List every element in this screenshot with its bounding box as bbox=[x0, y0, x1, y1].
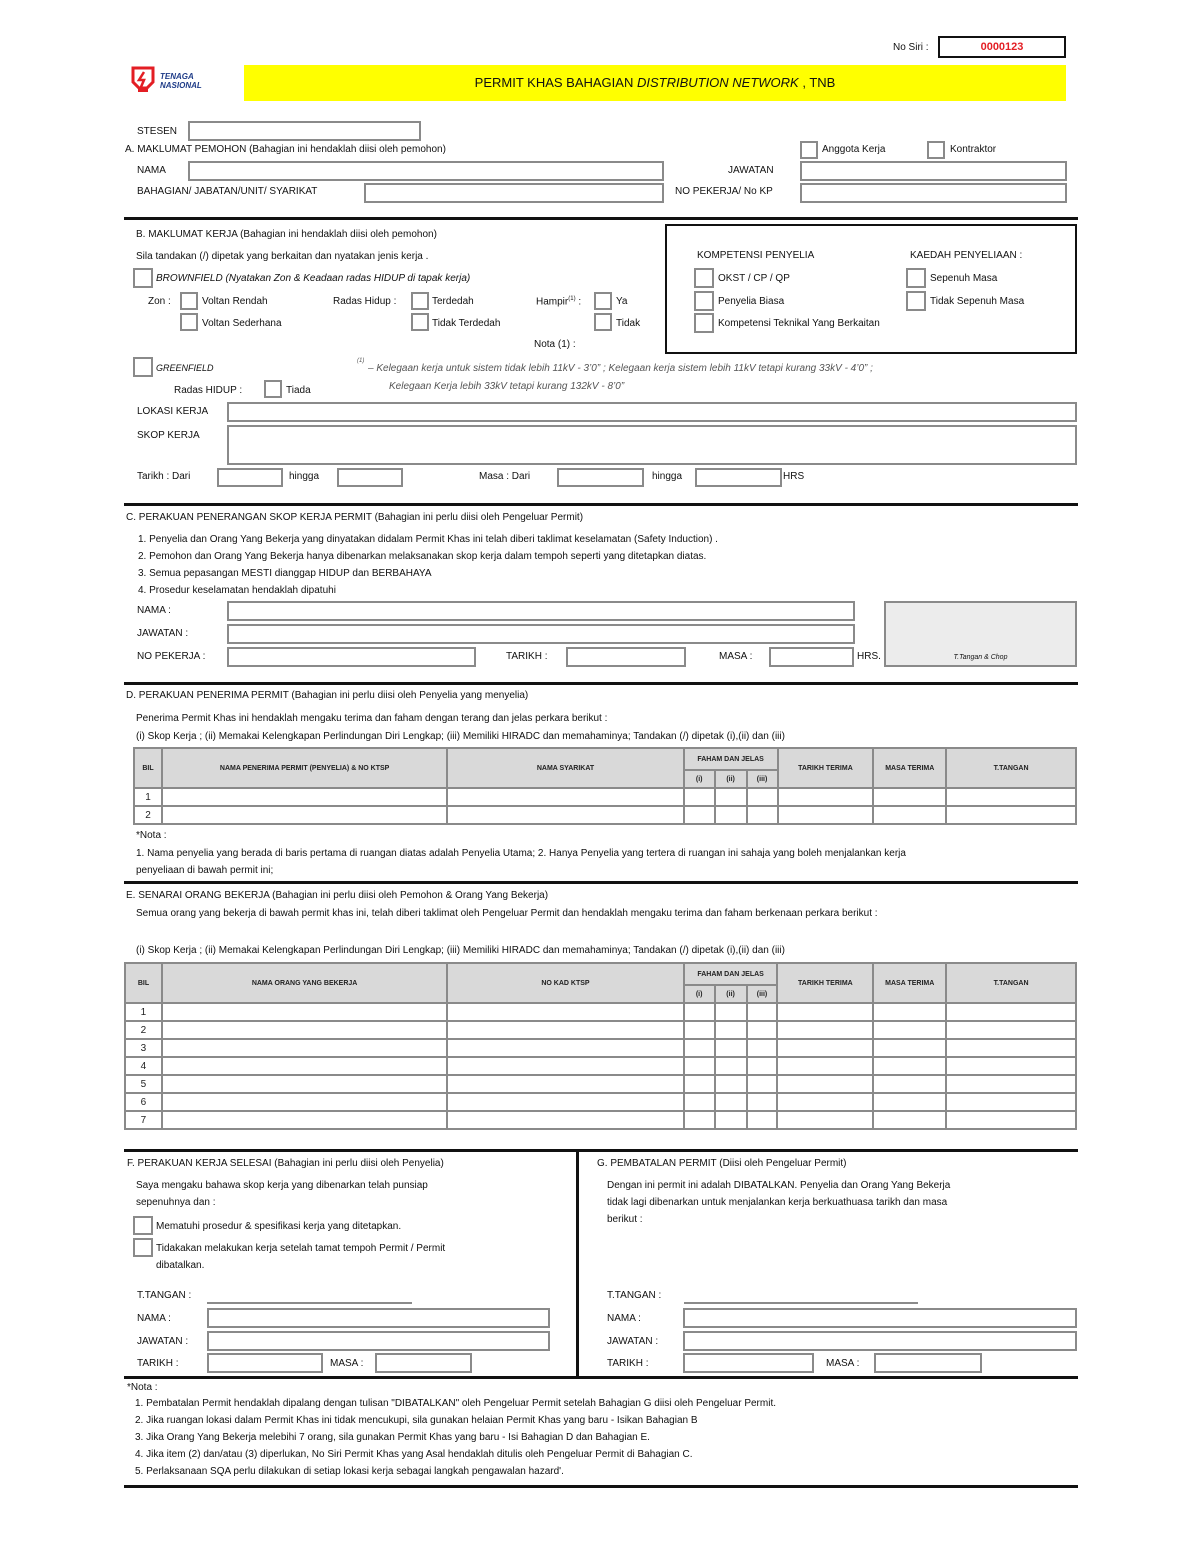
terdedah-label: Terdedah bbox=[432, 296, 474, 307]
cell-i[interactable] bbox=[684, 1093, 715, 1111]
f-intro-line2: sepenuhnya dan : bbox=[136, 1197, 216, 1208]
cell-ttangan[interactable] bbox=[946, 1093, 1076, 1111]
cell-iii[interactable] bbox=[747, 1003, 778, 1021]
header-nama: NAMA ORANG YANG BEKERJA bbox=[162, 963, 447, 1003]
cell-masa[interactable] bbox=[873, 806, 946, 824]
divider bbox=[124, 1485, 1078, 1488]
kontraktor-checkbox[interactable] bbox=[927, 141, 945, 159]
g-jawatan-field[interactable] bbox=[683, 1331, 1077, 1351]
f-tarikh-field[interactable] bbox=[207, 1353, 323, 1373]
cell-tarikh[interactable] bbox=[777, 1003, 873, 1021]
f-ttangan-label: T.TANGAN : bbox=[137, 1290, 192, 1301]
section-c-item: 1. Penyelia dan Orang Yang Bekerja yang dinyatakan didalam Permit Khas ini telah diberi taklimat keselamatan (Safety Induction) . bbox=[138, 534, 718, 545]
no-pekerja-input[interactable] bbox=[802, 185, 1065, 201]
cell-kad[interactable] bbox=[447, 1093, 683, 1111]
cell-nama[interactable] bbox=[162, 1021, 447, 1039]
brownfield-row bbox=[156, 273, 470, 284]
jawatan-field[interactable] bbox=[800, 161, 1067, 181]
footer-nota-title: *Nota : bbox=[127, 1382, 158, 1393]
f-check2-line1: Tidakakan melakukan kerja setelah tamat tempoh Permit / Permit bbox=[156, 1243, 446, 1254]
f-check1-checkbox[interactable] bbox=[133, 1216, 153, 1235]
g-signature-line[interactable] bbox=[684, 1302, 918, 1304]
brownfield-label: BROWNFIELD bbox=[156, 273, 223, 284]
radas-hidup-gf-label: Radas HIDUP : bbox=[174, 385, 243, 396]
no-siri-box[interactable] bbox=[938, 36, 1066, 58]
f-signature-line[interactable] bbox=[207, 1302, 412, 1304]
penerima-permit-table bbox=[133, 747, 1077, 825]
f-nama-input[interactable] bbox=[209, 1310, 548, 1326]
masa-hingga-input[interactable] bbox=[697, 470, 780, 485]
g-jawatan-label: JAWATAN : bbox=[607, 1336, 659, 1347]
header-tarikh: TARIKH TERIMA bbox=[777, 963, 873, 1003]
section-c-title: C. PERAKUAN PENERANGAN SKOP KERJA PERMIT (Bahagian ini perlu diisi oleh Pengeluar Permit) bbox=[126, 512, 584, 523]
f-masa-field[interactable] bbox=[375, 1353, 472, 1373]
divider bbox=[124, 1149, 1078, 1152]
cell-tarikh[interactable] bbox=[777, 1057, 873, 1075]
lokasi-kerja-label: LOKASI KERJA bbox=[137, 406, 209, 417]
row-number: 6 bbox=[125, 1093, 162, 1111]
jawatan-input[interactable] bbox=[802, 163, 1065, 179]
kontraktor-label: Kontraktor bbox=[950, 144, 997, 155]
header-syarikat: NAMA SYARIKAT bbox=[447, 748, 683, 788]
cell-i[interactable] bbox=[684, 1075, 715, 1093]
cell-masa[interactable] bbox=[873, 1111, 946, 1129]
cell-i[interactable] bbox=[684, 788, 715, 806]
footnote-sup: (1) bbox=[357, 358, 365, 364]
f-check2-checkbox[interactable] bbox=[133, 1238, 153, 1257]
tidak-checkbox[interactable] bbox=[594, 313, 612, 331]
row-number: 2 bbox=[134, 806, 162, 824]
g-tarikh-field[interactable] bbox=[683, 1353, 814, 1373]
cell-masa[interactable] bbox=[873, 788, 946, 806]
anggota-kerja-checkbox[interactable] bbox=[800, 141, 818, 159]
header-ttangan: T.TANGAN bbox=[946, 748, 1076, 788]
tarikh-dari-label: Tarikh : Dari bbox=[137, 471, 191, 482]
divider bbox=[124, 1376, 1078, 1379]
header-tarikh: TARIKH TERIMA bbox=[778, 748, 874, 788]
c-masa-input[interactable] bbox=[771, 649, 852, 665]
header-i: (i) bbox=[684, 770, 715, 788]
c-masa-label: MASA : bbox=[719, 651, 753, 662]
table-row bbox=[125, 1003, 1076, 1021]
masa-hingga-field[interactable] bbox=[695, 468, 782, 487]
footer-note: 4. Jika item (2) dan/atau (3) diperlukan, No Siri Permit Khas yang Asal hendaklah ditulis oleh Pengeluar Permit di Bahagian C. bbox=[135, 1449, 693, 1460]
bahagian-input[interactable] bbox=[366, 185, 662, 201]
cell-ii[interactable] bbox=[715, 806, 747, 824]
row-number: 5 bbox=[125, 1075, 162, 1093]
cell-ttangan[interactable] bbox=[946, 788, 1076, 806]
cell-ttangan[interactable] bbox=[946, 1003, 1076, 1021]
no-pekerja-label: NO PEKERJA/ No KP bbox=[675, 186, 773, 197]
cell-i[interactable] bbox=[684, 806, 715, 824]
cell-ttangan[interactable] bbox=[946, 1057, 1076, 1075]
cell-tarikh[interactable] bbox=[778, 806, 874, 824]
footer-note: 5. Perlaksanaan SQA perlu dilakukan di setiap lokasi kerja sebagai langkah pengawalan hazard'. bbox=[135, 1466, 564, 1477]
penyelia-biasa-label: Penyelia Biasa bbox=[718, 296, 785, 307]
sepenuh-masa-label: Sepenuh Masa bbox=[930, 273, 998, 284]
masa-dari-input[interactable] bbox=[559, 470, 642, 485]
cell-iii[interactable] bbox=[747, 1039, 778, 1057]
row-number: 3 bbox=[125, 1039, 162, 1057]
row-number: 1 bbox=[134, 788, 162, 806]
tiada-checkbox[interactable] bbox=[264, 380, 282, 398]
section-e-intro: Semua orang yang bekerja di bawah permit khas ini, telah diberi taklimat oleh Pengeluar Permit dan hendaklah mengaku terima dan faham berkenaan perkara berikut : bbox=[136, 908, 878, 919]
stesen-field[interactable] bbox=[188, 121, 421, 141]
divider bbox=[124, 881, 1078, 884]
cell-iii[interactable] bbox=[747, 1075, 778, 1093]
section-c-item: 2. Pemohon dan Orang Yang Bekerja hanya dibenarkan melaksanakan skop kerja dalam tempoh seperti yang ditetapkan diatas. bbox=[138, 551, 707, 562]
d-nota-title: *Nota : bbox=[136, 830, 167, 841]
header-bil: BIL bbox=[134, 748, 162, 788]
kaedah-title: KAEDAH PENYELIAAN : bbox=[910, 250, 1023, 261]
f-nama-field[interactable] bbox=[207, 1308, 550, 1328]
cell-masa[interactable] bbox=[873, 1039, 946, 1057]
f-intro-line1: Saya mengaku bahawa skop kerja yang dibenarkan telah punsiap bbox=[136, 1180, 428, 1191]
tarikh-dari-field[interactable] bbox=[217, 468, 283, 487]
tarikh-hingga-input[interactable] bbox=[339, 470, 401, 485]
header-faham: FAHAM DAN JELAS bbox=[684, 748, 778, 770]
cell-nama[interactable] bbox=[162, 788, 447, 806]
cell-i[interactable] bbox=[684, 1003, 715, 1021]
hampir-sup: (1) bbox=[568, 296, 576, 302]
hrs-label: HRS bbox=[783, 471, 805, 482]
g-ttangan-label: T.TANGAN : bbox=[607, 1290, 662, 1301]
cell-ii[interactable] bbox=[715, 1003, 747, 1021]
c-no-pekerja-field[interactable] bbox=[227, 647, 476, 667]
cell-ttangan[interactable] bbox=[946, 1111, 1076, 1129]
f-jawatan-label: JAWATAN : bbox=[137, 1336, 189, 1347]
cell-ttangan[interactable] bbox=[946, 1039, 1076, 1057]
g-line1: Dengan ini permit ini adalah DIBATALKAN. Penyelia dan Orang Yang Bekerja bbox=[607, 1180, 951, 1191]
cell-kad[interactable] bbox=[447, 1003, 683, 1021]
greenfield-checkbox[interactable] bbox=[133, 357, 153, 377]
cell-nama[interactable] bbox=[162, 1057, 447, 1075]
tidak-terdedah-label: Tidak Terdedah bbox=[432, 318, 501, 329]
c-jawatan-field[interactable] bbox=[227, 624, 855, 644]
c-nama-input[interactable] bbox=[229, 603, 853, 619]
section-g-title: G. PEMBATALAN PERMIT (Diisi oleh Pengeluar Permit) bbox=[597, 1158, 847, 1169]
cell-nama[interactable] bbox=[162, 1003, 447, 1021]
section-b-title: B. MAKLUMAT KERJA (Bahagian ini hendaklah diisi oleh pemohon) bbox=[136, 229, 437, 240]
row-number: 7 bbox=[125, 1111, 162, 1129]
lokasi-kerja-input[interactable] bbox=[229, 404, 1075, 420]
terdedah-checkbox[interactable] bbox=[411, 292, 429, 310]
cell-ttangan[interactable] bbox=[946, 1075, 1076, 1093]
section-b-instruction: Sila tandakan (/) dipetak yang berkaitan dan nyatakan jenis kerja . bbox=[136, 251, 429, 262]
signature-stamp-box[interactable] bbox=[884, 601, 1077, 667]
table-row bbox=[134, 806, 1076, 824]
table-row bbox=[125, 1093, 1076, 1111]
g-tarikh-label: TARIKH : bbox=[607, 1358, 649, 1369]
g-masa-label: MASA : bbox=[826, 1358, 860, 1369]
section-d-criteria: (i) Skop Kerja ; (ii) Memakai Kelengkapan Perlindungan Diri Lengkap; (iii) Memiliki HIRADC dan memahaminya; Tandakan (/) dipetak (i),(ii) dan (iii) bbox=[136, 731, 785, 742]
section-e-title: E. SENARAI ORANG BEKERJA (Bahagian ini perlu diisi oleh Pemohon & Orang Yang Bekerja) bbox=[126, 890, 549, 901]
title-suffix: , TNB bbox=[798, 75, 836, 90]
table-row bbox=[125, 1057, 1076, 1075]
header-iii: (iii) bbox=[747, 770, 778, 788]
f-check1-label: Mematuhi prosedur & spesifikasi kerja yang ditetapkan. bbox=[156, 1221, 402, 1232]
divider bbox=[124, 682, 1078, 685]
g-line2: tidak lagi dibenarkan untuk menjalankan kerja berkuathuasa tarikh dan masa bbox=[607, 1197, 948, 1208]
nama-field[interactable] bbox=[188, 161, 664, 181]
header-bil: BIL bbox=[125, 963, 162, 1003]
cell-i[interactable] bbox=[684, 1057, 715, 1075]
brownfield-checkbox[interactable] bbox=[133, 268, 153, 288]
g-nama-field[interactable] bbox=[683, 1308, 1077, 1328]
title-banner bbox=[244, 65, 1066, 101]
no-pekerja-field[interactable] bbox=[800, 183, 1067, 203]
g-nama-input[interactable] bbox=[685, 1310, 1075, 1326]
f-nama-label: NAMA : bbox=[137, 1313, 171, 1324]
f-tarikh-input[interactable] bbox=[209, 1355, 321, 1371]
kompetensi-title: KOMPETENSI PENYELIA bbox=[697, 250, 815, 261]
header-masa: MASA TERIMA bbox=[873, 963, 946, 1003]
hingga-label-2: hingga bbox=[652, 471, 683, 482]
stamp-label: T.Tangan & Chop bbox=[953, 654, 1008, 661]
section-e-criteria: (i) Skop Kerja ; (ii) Memakai Kelengkapan Perlindungan Diri Lengkap; (iii) Memiliki HIRADC dan memahaminya; Tandakan (/) dipetak (i),(ii) dan (iii) bbox=[136, 945, 785, 956]
footer-note: 2. Jika ruangan lokasi dalam Permit Khas ini tidak mencukupi, sila gunakan helaian Permit Khas yang baru - Isikan Bahagian B bbox=[135, 1415, 698, 1426]
tidak-label: Tidak bbox=[616, 318, 641, 329]
title-prefix: PERMIT KHAS BAHAGIAN bbox=[474, 75, 637, 90]
c-hrs-label: HRS. bbox=[857, 651, 881, 662]
row-number: 4 bbox=[125, 1057, 162, 1075]
cell-kad[interactable] bbox=[447, 1039, 683, 1057]
cell-nama[interactable] bbox=[162, 1093, 447, 1111]
tarikh-hingga-field[interactable] bbox=[337, 468, 403, 487]
divider bbox=[124, 503, 1078, 506]
table-row bbox=[125, 1021, 1076, 1039]
stesen-input[interactable] bbox=[190, 123, 419, 139]
cell-ii[interactable] bbox=[715, 788, 747, 806]
okst-label: OKST / CP / QP bbox=[718, 273, 790, 284]
cell-tarikh[interactable] bbox=[778, 788, 874, 806]
nama-label: NAMA bbox=[137, 165, 166, 176]
zon-label: Zon : bbox=[148, 296, 171, 307]
d-nota-line1: 1. Nama penyelia yang berada di baris pertama di ruangan diatas adalah Penyelia Utama; 2. Hanya Penyelia yang tertera di ruangan ini sahaja yang boleh menjalankan kerja bbox=[136, 848, 906, 859]
c-no-pekerja-input[interactable] bbox=[229, 649, 474, 665]
header-kad: NO KAD KTSP bbox=[447, 963, 683, 1003]
table-row bbox=[125, 1039, 1076, 1057]
footnote-line2: Kelegaan Kerja lebih 33kV tetapi kurang 132kV - 8’0” bbox=[389, 381, 625, 392]
section-d-intro: Penerima Permit Khas ini hendaklah mengaku terima dan faham dengan terang dan jelas perkara berikut : bbox=[136, 713, 608, 724]
no-siri-label: No Siri : bbox=[893, 42, 929, 53]
title-italic: DISTRIBUTION NETWORK bbox=[636, 75, 799, 90]
section-c-item: 4. Prosedur keselamatan hendaklah dipatuhi bbox=[138, 585, 336, 596]
no-siri-value: 0000123 bbox=[980, 41, 1024, 53]
sepenuh-masa-checkbox[interactable] bbox=[906, 268, 926, 288]
kompetensi-teknikal-label: Kompetensi Teknikal Yang Berkaitan bbox=[718, 318, 880, 329]
g-nama-label: NAMA : bbox=[607, 1313, 641, 1324]
tnb-logo-icon bbox=[130, 66, 156, 94]
cell-iii[interactable] bbox=[747, 1057, 778, 1075]
section-d-title: D. PERAKUAN PENERIMA PERMIT (Bahagian ini perlu diisi oleh Penyelia yang menyelia) bbox=[126, 690, 529, 701]
hampir-label: Hampir bbox=[536, 296, 569, 308]
cell-tarikh[interactable] bbox=[777, 1111, 873, 1129]
lokasi-kerja-field[interactable] bbox=[227, 402, 1077, 422]
nama-input[interactable] bbox=[190, 163, 662, 179]
header-ii: (ii) bbox=[715, 985, 747, 1003]
orang-bekerja-table bbox=[124, 962, 1077, 1130]
section-f-g-divider bbox=[576, 1149, 579, 1377]
g-jawatan-input[interactable] bbox=[685, 1333, 1075, 1349]
greenfield-label: GREENFIELD bbox=[156, 363, 214, 373]
cell-iii[interactable] bbox=[747, 1021, 778, 1039]
c-masa-field[interactable] bbox=[769, 647, 854, 667]
bahagian-label: BAHAGIAN/ JABATAN/UNIT/ SYARIKAT bbox=[137, 186, 318, 197]
tidak-terdedah-checkbox[interactable] bbox=[411, 313, 429, 331]
table-row bbox=[125, 1111, 1076, 1129]
cell-ii[interactable] bbox=[715, 1111, 747, 1129]
row-number: 2 bbox=[125, 1021, 162, 1039]
cell-ttangan[interactable] bbox=[946, 1021, 1076, 1039]
section-c-item: 3. Semua pepasangan MESTI dianggap HIDUP dan BERBAHAYA bbox=[138, 568, 432, 579]
masa-dari-field[interactable] bbox=[557, 468, 644, 487]
anggota-kerja-label: Anggota Kerja bbox=[822, 144, 886, 155]
logo-text-line2: NASIONAL bbox=[160, 81, 202, 90]
table-row bbox=[134, 788, 1076, 806]
cell-iii[interactable] bbox=[747, 1111, 778, 1129]
tnb-logo bbox=[130, 66, 220, 96]
g-masa-input[interactable] bbox=[876, 1355, 980, 1371]
header-iii: (iii) bbox=[747, 985, 778, 1003]
voltan-sederhana-checkbox[interactable] bbox=[180, 313, 198, 331]
ya-label: Ya bbox=[616, 296, 628, 307]
f-jawatan-input[interactable] bbox=[209, 1333, 548, 1349]
cell-iii[interactable] bbox=[747, 1093, 778, 1111]
header-masa: MASA TERIMA bbox=[873, 748, 946, 788]
f-masa-label: MASA : bbox=[330, 1358, 364, 1369]
tarikh-dari-input[interactable] bbox=[219, 470, 281, 485]
cell-i[interactable] bbox=[684, 1021, 715, 1039]
header-nama: NAMA PENERIMA PERMIT (PENYELIA) & NO KTSP bbox=[162, 748, 447, 788]
cell-masa[interactable] bbox=[873, 1075, 946, 1093]
header-ii: (ii) bbox=[715, 770, 747, 788]
f-jawatan-field[interactable] bbox=[207, 1331, 550, 1351]
f-tarikh-label: TARIKH : bbox=[137, 1358, 179, 1369]
kompetensi-box bbox=[665, 224, 1077, 354]
header-faham: FAHAM DAN JELAS bbox=[684, 963, 778, 985]
divider bbox=[124, 217, 1078, 220]
f-check2-line2: dibatalkan. bbox=[156, 1260, 205, 1271]
tidak-sepenuh-masa-checkbox[interactable] bbox=[906, 291, 926, 311]
bahagian-field[interactable] bbox=[364, 183, 664, 203]
jawatan-label: JAWATAN bbox=[728, 165, 774, 176]
cell-kad[interactable] bbox=[447, 1021, 683, 1039]
cell-ii[interactable] bbox=[715, 1093, 747, 1111]
cell-i[interactable] bbox=[684, 1039, 715, 1057]
footnote-line1: – Kelegaan kerja untuk sistem tidak lebih 11kV - 3’0” ; Kelegaan kerja sistem lebih 11kV tetapi kurang 33kV - 4’0” ; bbox=[368, 363, 873, 374]
c-jawatan-label: JAWATAN : bbox=[137, 628, 189, 639]
masa-dari-label: Masa : Dari bbox=[479, 471, 531, 482]
cell-tarikh[interactable] bbox=[777, 1021, 873, 1039]
hingga-label-1: hingga bbox=[289, 471, 320, 482]
table-row bbox=[125, 1075, 1076, 1093]
voltan-sederhana-label: Voltan Sederhana bbox=[202, 318, 282, 329]
footer-note: 3. Jika Orang Yang Bekerja melebihi 7 orang, sila gunakan Permit Khas yang baru - Isi Bahagian D dan Bahagian E. bbox=[135, 1432, 650, 1443]
cell-syarikat[interactable] bbox=[447, 788, 683, 806]
section-f-title: F. PERAKUAN KERJA SELESAI (Bahagian ini perlu diisi oleh Penyelia) bbox=[127, 1158, 444, 1169]
brownfield-note: (Nyatakan Zon & Keadaan radas HIDUP di tapak kerja) bbox=[225, 273, 471, 284]
cell-kad[interactable] bbox=[447, 1075, 683, 1093]
voltan-rendah-label: Voltan Rendah bbox=[202, 296, 268, 307]
c-tarikh-input[interactable] bbox=[568, 649, 684, 665]
g-masa-field[interactable] bbox=[874, 1353, 982, 1373]
cell-nama[interactable] bbox=[162, 1075, 447, 1093]
penyelia-biasa-checkbox[interactable] bbox=[694, 291, 714, 311]
header-ttangan: T.TANGAN bbox=[946, 963, 1076, 1003]
cell-kad[interactable] bbox=[447, 1057, 683, 1075]
stesen-label: STESEN bbox=[137, 126, 178, 137]
cell-syarikat[interactable] bbox=[447, 806, 683, 824]
tiada-label: Tiada bbox=[286, 385, 311, 396]
c-nama-label: NAMA : bbox=[137, 605, 171, 616]
cell-ii[interactable] bbox=[715, 1075, 747, 1093]
cell-nama[interactable] bbox=[162, 806, 447, 824]
footer-note: 1. Pembatalan Permit hendaklah dipalang dengan tulisan "DIBATALKAN" oleh Pengeluar Permit setelah Bahagian G diisi oleh Pengeluar Permit. bbox=[135, 1398, 776, 1409]
skop-kerja-label: SKOP KERJA bbox=[137, 430, 200, 441]
g-line3: berikut : bbox=[607, 1214, 643, 1225]
row-number: 1 bbox=[125, 1003, 162, 1021]
cell-iii[interactable] bbox=[747, 806, 778, 824]
skop-kerja-textarea[interactable] bbox=[229, 427, 1075, 463]
cell-ii[interactable] bbox=[715, 1039, 747, 1057]
nota1-label: Nota (1) : bbox=[534, 339, 576, 350]
cell-masa[interactable] bbox=[873, 1003, 946, 1021]
tidak-sepenuh-masa-label: Tidak Sepenuh Masa bbox=[930, 296, 1025, 307]
cell-ii[interactable] bbox=[715, 1021, 747, 1039]
header-i: (i) bbox=[684, 985, 715, 1003]
kompetensi-teknikal-checkbox[interactable] bbox=[694, 313, 714, 333]
okst-checkbox[interactable] bbox=[694, 268, 714, 288]
c-nama-field[interactable] bbox=[227, 601, 855, 621]
cell-tarikh[interactable] bbox=[777, 1039, 873, 1057]
f-masa-input[interactable] bbox=[377, 1355, 470, 1371]
ya-checkbox[interactable] bbox=[594, 292, 612, 310]
cell-ii[interactable] bbox=[715, 1057, 747, 1075]
voltan-rendah-checkbox[interactable] bbox=[180, 292, 198, 310]
section-a-title: A. MAKLUMAT PEMOHON (Bahagian ini hendaklah diisi oleh pemohon) bbox=[125, 144, 446, 155]
c-no-pekerja-label: NO PEKERJA : bbox=[137, 651, 206, 662]
skop-kerja-field[interactable] bbox=[227, 425, 1077, 465]
cell-tarikh[interactable] bbox=[777, 1075, 873, 1093]
cell-nama[interactable] bbox=[162, 1111, 447, 1129]
c-tarikh-label: TARIKH : bbox=[506, 651, 548, 662]
c-jawatan-input[interactable] bbox=[229, 626, 853, 642]
hampir-row: Hampir$^{(1)}$ : bbox=[536, 296, 582, 308]
cell-nama[interactable] bbox=[162, 1039, 447, 1057]
cell-kad[interactable] bbox=[447, 1111, 683, 1129]
cell-i[interactable] bbox=[684, 1111, 715, 1129]
cell-ttangan[interactable] bbox=[946, 806, 1076, 824]
cell-masa[interactable] bbox=[873, 1021, 946, 1039]
cell-masa[interactable] bbox=[873, 1057, 946, 1075]
g-tarikh-input[interactable] bbox=[685, 1355, 812, 1371]
d-nota-line2: penyeliaan di bawah permit ini; bbox=[136, 865, 274, 876]
cell-tarikh[interactable] bbox=[777, 1093, 873, 1111]
cell-masa[interactable] bbox=[873, 1093, 946, 1111]
c-tarikh-field[interactable] bbox=[566, 647, 686, 667]
logo-text-line1: TENAGA bbox=[160, 72, 194, 81]
cell-iii[interactable] bbox=[747, 788, 778, 806]
radas-hidup-label: Radas Hidup : bbox=[333, 296, 397, 307]
